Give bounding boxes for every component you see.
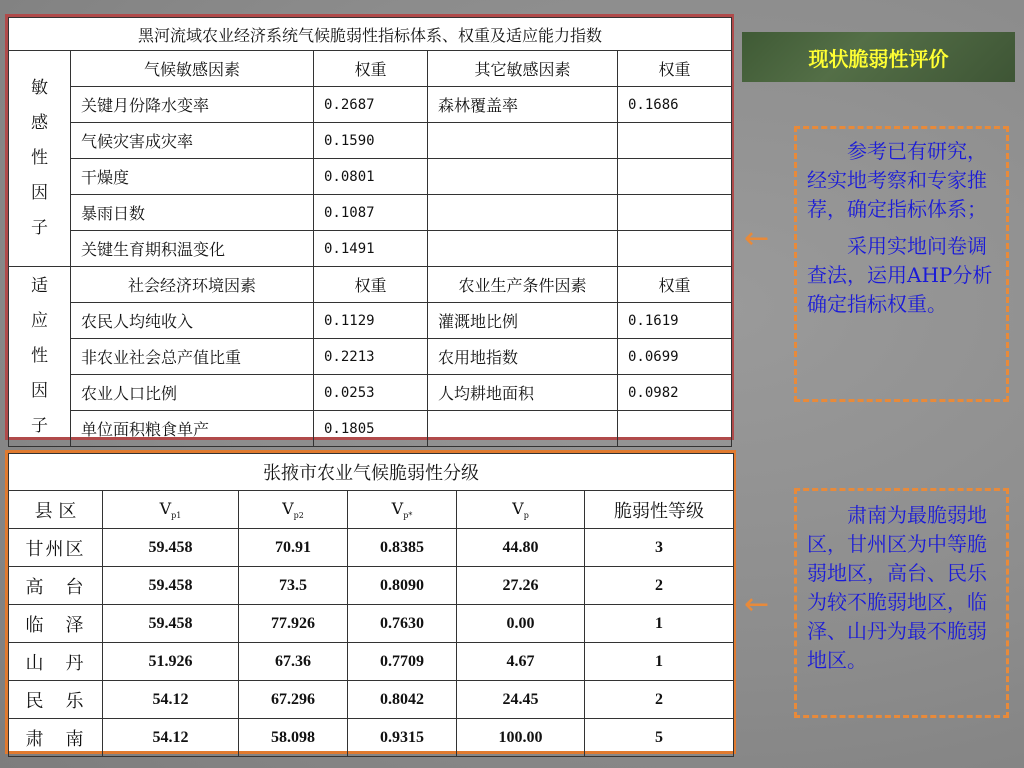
header-weight: 权重 <box>618 51 732 87</box>
cell-vp2: 77.926 <box>239 605 348 643</box>
cell-weight: 0.1491 <box>314 231 428 267</box>
cell-weight: 0.0253 <box>314 375 428 411</box>
header-vp2: $V_{p2}$ <box>239 491 348 529</box>
note-paragraph: 参考已有研究，经实地考察和专家推荐，确定指标体系； <box>807 139 987 221</box>
cell-weight <box>618 231 732 267</box>
cell-vp: 24.45 <box>457 681 585 719</box>
cell-factor <box>428 123 618 159</box>
cell-vpstar: 0.9315 <box>348 719 457 757</box>
table-row <box>9 303 732 339</box>
adaptation-group-label: 适 应 性 因 子 <box>9 267 71 447</box>
header-vulnerability-level: 脆弱性等级 <box>585 491 734 529</box>
table-row <box>9 159 732 195</box>
cell-factor: 人均耕地面积 <box>428 375 618 411</box>
section-title-badge <box>742 32 1015 82</box>
table-row <box>9 87 732 123</box>
table-row <box>9 605 734 643</box>
header-agri-factors: 农业生产条件因素 <box>428 267 618 303</box>
table-row <box>9 719 734 757</box>
note-paragraph: 肃南为最脆弱地区，甘州区为中等脆弱地区，高台、民乐为较不脆弱地区，临泽、山丹为最不脆弱地区。 <box>807 503 987 672</box>
cell-weight: 0.0982 <box>618 375 732 411</box>
cell-factor: 干燥度 <box>71 159 314 195</box>
cell-factor <box>428 195 618 231</box>
method-note <box>794 126 1009 402</box>
cell-factor: 农用地指数 <box>428 339 618 375</box>
indicator-table <box>8 17 732 447</box>
table-row <box>9 643 734 681</box>
cell-factor: 关键生育期积温变化 <box>71 231 314 267</box>
cell-weight: 0.0801 <box>314 159 428 195</box>
table-row <box>9 339 732 375</box>
cell-factor <box>428 159 618 195</box>
cell-county: 高 台 <box>9 567 103 605</box>
cell-vp2: 58.098 <box>239 719 348 757</box>
cell-level: 3 <box>585 529 734 567</box>
vulnerability-grading-panel <box>5 450 736 754</box>
cell-vp1: 59.458 <box>103 605 239 643</box>
cell-vp1: 59.458 <box>103 529 239 567</box>
cell-vpstar: 0.8090 <box>348 567 457 605</box>
cell-vp1: 59.458 <box>103 567 239 605</box>
adaptation-header-row <box>9 267 732 303</box>
cell-vp: 4.67 <box>457 643 585 681</box>
cell-county: 民 乐 <box>9 681 103 719</box>
sensitivity-group-label: 敏 感 性 因 子 <box>9 51 71 267</box>
grading-table-title-row <box>9 454 734 491</box>
table-row <box>9 529 734 567</box>
indicator-table-title: 黑河流域农业经济系统气候脆弱性指标体系、权重及适应能力指数 <box>9 18 732 51</box>
cell-factor: 灌溉地比例 <box>428 303 618 339</box>
cell-vp: 27.26 <box>457 567 585 605</box>
cell-level: 1 <box>585 605 734 643</box>
cell-weight: 0.2687 <box>314 87 428 123</box>
header-social-factors: 社会经济环境因素 <box>71 267 314 303</box>
indicator-table-panel <box>5 14 734 440</box>
cell-vpstar: 0.7630 <box>348 605 457 643</box>
cell-vp: 44.80 <box>457 529 585 567</box>
table-row <box>9 411 732 447</box>
cell-factor <box>428 411 618 447</box>
cell-county: 山 丹 <box>9 643 103 681</box>
table-row <box>9 567 734 605</box>
cell-factor: 农民人均纯收入 <box>71 303 314 339</box>
header-vpstar: $V_{p*}$ <box>348 491 457 529</box>
cell-weight: 0.1590 <box>314 123 428 159</box>
vulnerability-grading-table <box>8 453 734 757</box>
header-vp: $V_p$ <box>457 491 585 529</box>
header-climate-factors: 气候敏感因素 <box>71 51 314 87</box>
cell-factor: 暴雨日数 <box>71 195 314 231</box>
cell-vp2: 67.296 <box>239 681 348 719</box>
cell-factor: 关键月份降水变率 <box>71 87 314 123</box>
table-row <box>9 681 734 719</box>
indicator-table-title-row <box>9 18 732 51</box>
note-paragraph: 采用实地问卷调查法，运用AHP分析确定指标权重。 <box>807 234 993 316</box>
cell-county: 甘州区 <box>9 529 103 567</box>
cell-level: 2 <box>585 567 734 605</box>
cell-weight <box>618 159 732 195</box>
cell-weight: 0.1087 <box>314 195 428 231</box>
table-row <box>9 375 732 411</box>
header-weight: 权重 <box>618 267 732 303</box>
table-row <box>9 123 732 159</box>
cell-county: 肃 南 <box>9 719 103 757</box>
header-county: 县 区 <box>9 491 103 529</box>
cell-level: 5 <box>585 719 734 757</box>
cell-factor: 单位面积粮食单产 <box>71 411 314 447</box>
cell-weight: 0.1686 <box>618 87 732 123</box>
cell-vp: 0.00 <box>457 605 585 643</box>
cell-county: 临 泽 <box>9 605 103 643</box>
cell-vpstar: 0.8385 <box>348 529 457 567</box>
header-other-factors: 其它敏感因素 <box>428 51 618 87</box>
cell-weight: 0.1619 <box>618 303 732 339</box>
cell-vpstar: 0.8042 <box>348 681 457 719</box>
cell-weight <box>618 411 732 447</box>
cell-factor: 农业人口比例 <box>71 375 314 411</box>
cell-weight: 0.1805 <box>314 411 428 447</box>
cell-level: 2 <box>585 681 734 719</box>
cell-level: 1 <box>585 643 734 681</box>
cell-factor: 森林覆盖率 <box>428 87 618 123</box>
section-title: 现状脆弱性评价 <box>808 46 949 71</box>
table-row <box>9 195 732 231</box>
sensitivity-header-row <box>9 51 732 87</box>
cell-vp1: 54.12 <box>103 681 239 719</box>
cell-vpstar: 0.7709 <box>348 643 457 681</box>
result-note <box>794 488 1009 718</box>
cell-vp: 100.00 <box>457 719 585 757</box>
cell-vp1: 54.12 <box>103 719 239 757</box>
left-arrow-icon: ← <box>744 587 770 622</box>
grading-header-row <box>9 491 734 529</box>
grading-table-title: 张掖市农业气候脆弱性分级 <box>9 454 734 491</box>
cell-vp2: 73.5 <box>239 567 348 605</box>
cell-weight: 0.0699 <box>618 339 732 375</box>
cell-vp1: 51.926 <box>103 643 239 681</box>
header-vp1: $V_{p1}$ <box>103 491 239 529</box>
cell-factor <box>428 231 618 267</box>
cell-factor: 非农业社会总产值比重 <box>71 339 314 375</box>
header-weight: 权重 <box>314 51 428 87</box>
cell-vp2: 67.36 <box>239 643 348 681</box>
cell-weight <box>618 123 732 159</box>
cell-weight: 0.1129 <box>314 303 428 339</box>
header-weight: 权重 <box>314 267 428 303</box>
cell-weight: 0.2213 <box>314 339 428 375</box>
cell-factor: 气候灾害成灾率 <box>71 123 314 159</box>
table-row <box>9 231 732 267</box>
cell-vp2: 70.91 <box>239 529 348 567</box>
cell-weight <box>618 195 732 231</box>
left-arrow-icon: ← <box>744 221 770 256</box>
